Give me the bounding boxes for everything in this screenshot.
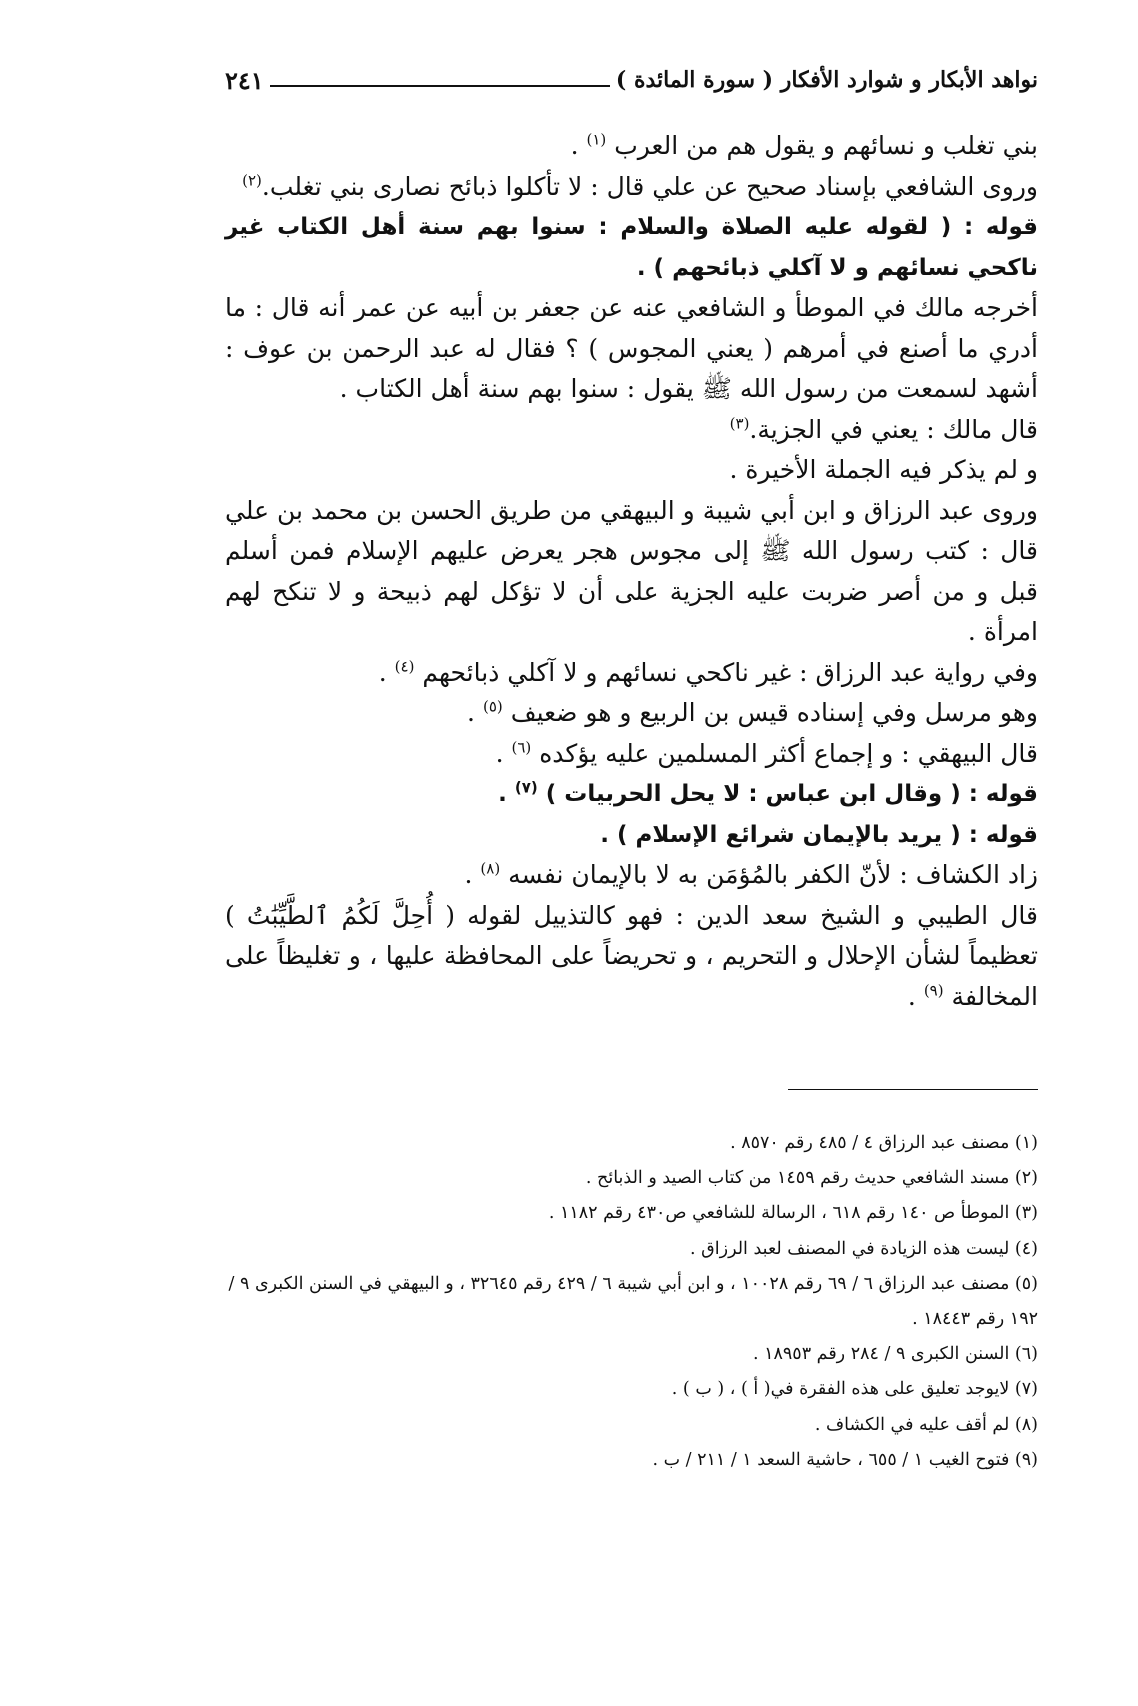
footnote-ref: (٦)	[511, 738, 532, 757]
page-number: ٢٤١	[225, 65, 264, 95]
footnote: (٢) مسند الشافعي حديث رقم ١٤٥٩ من كتاب الصيد و الذبائح .	[585, 1168, 1038, 1189]
footnotes	[225, 1126, 1038, 1478]
text-line: قال البيهقي : و إجماع أكثر المسلمين عليه يؤكده $^{(٦)}$ .	[495, 738, 1038, 768]
footnote-ref: (٤)	[394, 657, 415, 676]
footnote: (٥) مصنف عبد الرزاق ٦ / ٦٩ رقم ١٠٠٢٨ ، و ابن أبي شيبة ٦ / ٤٢٩ رقم ٣٢٦٤٥ ، و البيهقي في السنن الكبرى ٩ / ١٩٢ رقم ١٨٤٤٣ .	[228, 1273, 1038, 1330]
footnote: (٦) السنن الكبرى ٩ / ٢٨٤ رقم ١٨٩٥٣ .	[752, 1344, 1038, 1365]
commentary-heading: قوله : ( يريد بالإيمان شرائع الإسلام ) .	[600, 821, 1038, 848]
text-paragraph: وروى عبد الرزاق و ابن أبي شيبة و البيهقي من طريق الحسن بن محمد بن علي قال : كتب رسول الله ﷺ إلى مجوس هجر يعرض عليهم الإسلام فمن أسلم قبل و من أصر ضربت عليه الجزية على أن لا تؤكل لهم ذبيحة و لا تنكح لهم امرأة .	[225, 495, 1038, 646]
footnote: (٨) لم أقف عليه في الكشاف .	[814, 1414, 1038, 1435]
commentary-heading: قوله : ( لقوله عليه الصلاة والسلام : سنوا بهم سنة أهل الكتاب غير ناكحي نسائهم و لا آكلي ذبائحهم ) .	[225, 214, 1038, 281]
footnote-ref: (٩)	[923, 981, 944, 1000]
footnote-ref: (٣)	[729, 414, 750, 433]
header-rule	[270, 85, 610, 87]
text-paragraph: أخرجه مالك في الموطأ و الشافعي عنه عن جعفر بن أبيه عن عمر أنه قال : ما أدري ما أصنع في أمرهم ( يعني المجوس ) ؟ فقال له عبد الرحمن بن عوف : أشهد لسمعت من رسول الله ﷺ يقول : سنوا بهم سنة أهل الكتاب .	[225, 293, 1038, 403]
running-header	[225, 60, 1038, 100]
footnote-ref: (٢)	[242, 171, 262, 190]
text-line: و لم يذكر فيه الجملة الأخيرة .	[729, 455, 1038, 484]
text-line: وروى الشافعي بإسناد صحيح عن علي قال : لا تأكلوا ذبائح نصارى بني تغلب.$^{(٢)}$	[242, 171, 1038, 201]
text-line: وفي رواية عبد الرزاق : غير ناكحي نسائهم و لا آكلي ذبائحهم $^{(٤)}$ .	[378, 657, 1038, 687]
main-text	[225, 126, 1038, 1017]
text-paragraph: قال الطيبي و الشيخ سعد الدين : فهو كالتذييل لقوله ( أُحِلَّ لَكُمُ ٱلطَّيِّبَٰتُ ) تعظيماً لشأن الإحلال و التحريم ، و تحريضاً على المحافظة عليها ، و تغليظاً على المخالفة $^{(٩)}$ .	[225, 900, 1038, 1011]
commentary-heading: قوله : ( وقال ابن عباس : لا يحل الحربيات ) $^{(٧)}$ .	[498, 778, 1038, 807]
footnote: (١) مصنف عبد الرزاق ٤ / ٤٨٥ رقم ٨٥٧٠ .	[730, 1133, 1038, 1153]
footnote: (٣) الموطأ ص ١٤٠ رقم ٦١٨ ، الرسالة للشافعي ص٤٣٠ رقم ١١٨٢ .	[548, 1203, 1038, 1224]
footnote-ref: (٧)	[514, 778, 538, 797]
footnote-separator	[788, 1089, 1038, 1090]
footnote-ref: (٨)	[480, 859, 501, 878]
text-line: بني تغلب و نسائهم و يقول هم من العرب $^{(١)}$ .	[570, 130, 1038, 160]
footnote-ref: (٥)	[482, 697, 503, 716]
footnote-ref: (١)	[586, 130, 607, 149]
footnote: (٩) فتوح الغيب ١ / ٦٥٥ ، حاشية السعد ١ / ٢١١ / ب .	[652, 1449, 1038, 1470]
text-line: زاد الكشاف : لأنّ الكفر بالمُؤمَن به لا بالإيمان نفسه $^{(٨)}$ .	[464, 859, 1038, 889]
header-title: نواهد الأبكار و شوارد الأفكار ( سورة المائدة )	[615, 67, 1038, 93]
text-line: وهو مرسل وفي إسناده قيس بن الربيع و هو ضعيف $^{(٥)}$ .	[467, 697, 1038, 727]
footnote: (٤) ليست هذه الزيادة في المصنف لعبد الرزاق .	[690, 1238, 1038, 1259]
text-line: قال مالك : يعني في الجزية.$^{(٣)}$	[729, 414, 1038, 444]
footnote: (٧) لايوجد تعليق على هذه الفقرة في( أ ) ، ( ب ) .	[671, 1379, 1038, 1400]
